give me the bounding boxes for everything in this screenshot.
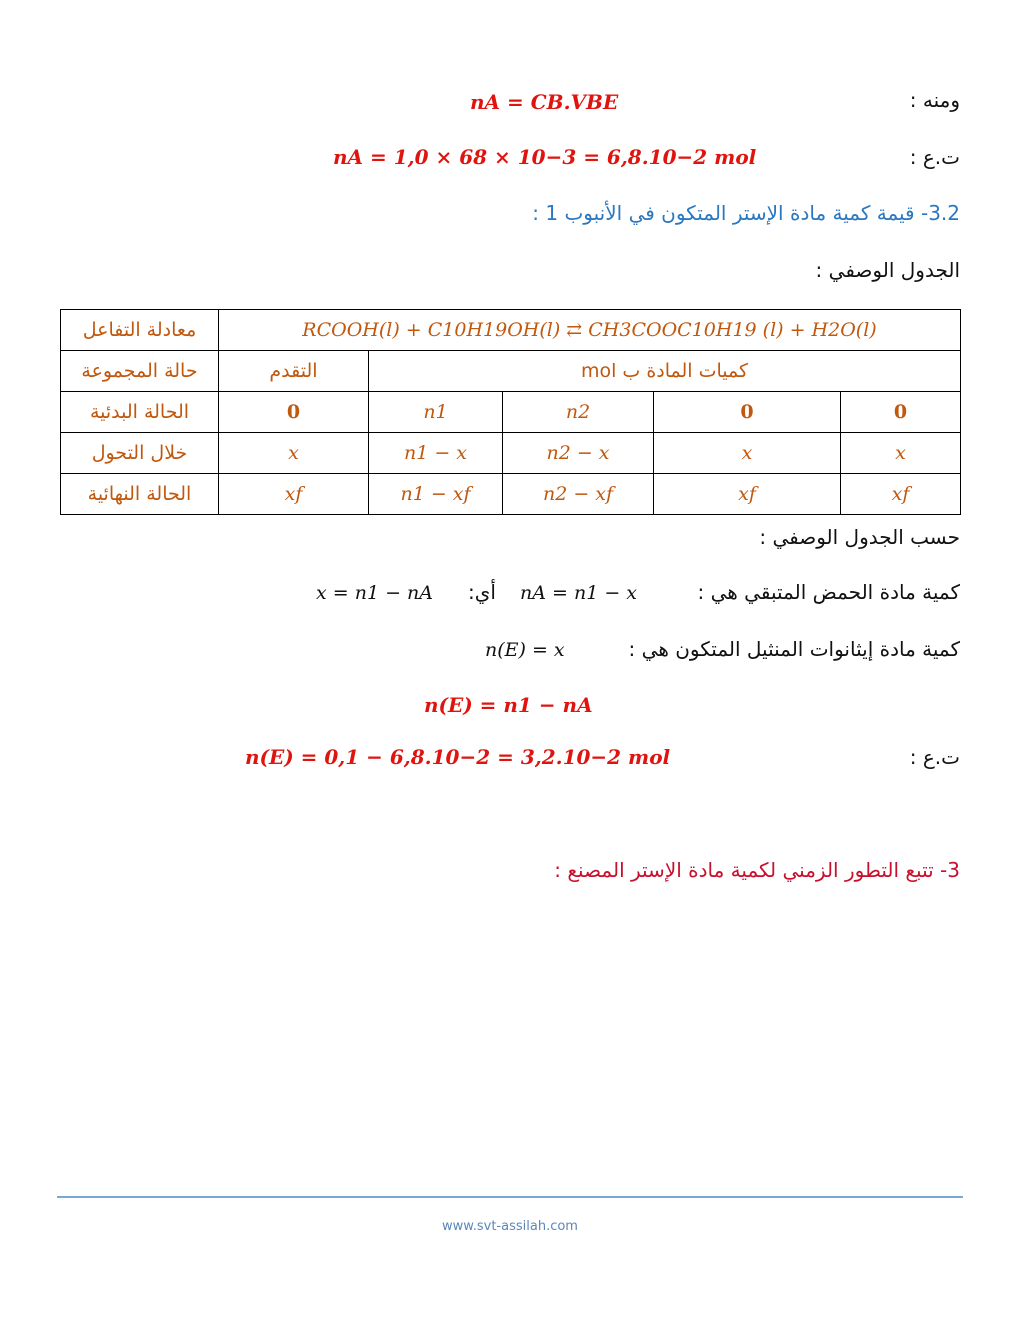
acid-label: كمية مادة الحمض المتبقي هي : [697,580,960,604]
eq-label-cell: معادلة التفاعل [61,310,219,351]
ester-formula: n(E) = x [485,639,565,661]
table-intro: الجدول الوصفي : [815,258,960,282]
footer-url[interactable]: www.svt-assilah.com [442,1219,578,1234]
label-te-1: ت.ع : [909,145,960,169]
table-row [61,392,961,433]
formula-na-cb-vbe: nA = CB.VBE [470,90,619,114]
row-c2: n2 − xf [503,474,654,515]
acid-ay: أي: [468,580,496,604]
row-c3: xf [654,474,841,515]
row-state: الحالة النهائية [61,474,219,515]
advance-header: التقدم [219,351,369,392]
row-c1: n1 − xf [369,474,503,515]
table-row [61,474,961,515]
row-c1: n1 [369,392,503,433]
heading-3-2: 3.2- قيمة كمية مادة الإستر المتكون في الأنبوب 1 : [532,201,960,225]
row-c3: 0 [654,392,841,433]
after-table-text: حسب الجدول الوصفي : [759,525,960,549]
ester-label: كمية مادة إيثانوات المنثيل المتكون هي : [628,637,960,661]
row-adv: x [219,433,369,474]
acid-formula-2: x = n1 − nA [316,582,433,604]
quantities-header: كميات المادة ب mol [369,351,961,392]
reaction-table [60,309,961,515]
acid-formula-1: nA = n1 − x [520,582,637,604]
row-c1: n1 − x [369,433,503,474]
state-header: حالة المجموعة [61,351,219,392]
row-state: الحالة البدئية [61,392,219,433]
equation-cell: RCOOH(l) + C10H19OH(l) ⇄ CH3COOC10H19 (l) + H2O(l) [219,310,961,351]
row-c4: xf [841,474,961,515]
row-c3: x [654,433,841,474]
label-te-2: ت.ع : [909,745,960,769]
row-c2: n2 [503,392,654,433]
table-row [61,433,961,474]
formula-na-numeric: nA = 1,0 × 68 × 10−3 = 6,8.10−2 mol [333,145,757,169]
row-c4: 0 [841,392,961,433]
footer-divider [57,1196,963,1198]
row-state: خلال التحول [61,433,219,474]
row-adv: 0 [219,392,369,433]
heading-3: 3- تتبع التطور الزمني لكمية مادة الإستر المصنع : [554,858,960,882]
ester-formula-bold: n(E) = n1 − nA [424,693,593,717]
row-c2: n2 − x [503,433,654,474]
formula-ne-numeric: n(E) = 0,1 − 6,8.10−2 = 3,2.10−2 mol [245,745,671,769]
row-adv: xf [219,474,369,515]
label-wamenhu: ومنه : [909,88,960,112]
row-c4: x [841,433,961,474]
